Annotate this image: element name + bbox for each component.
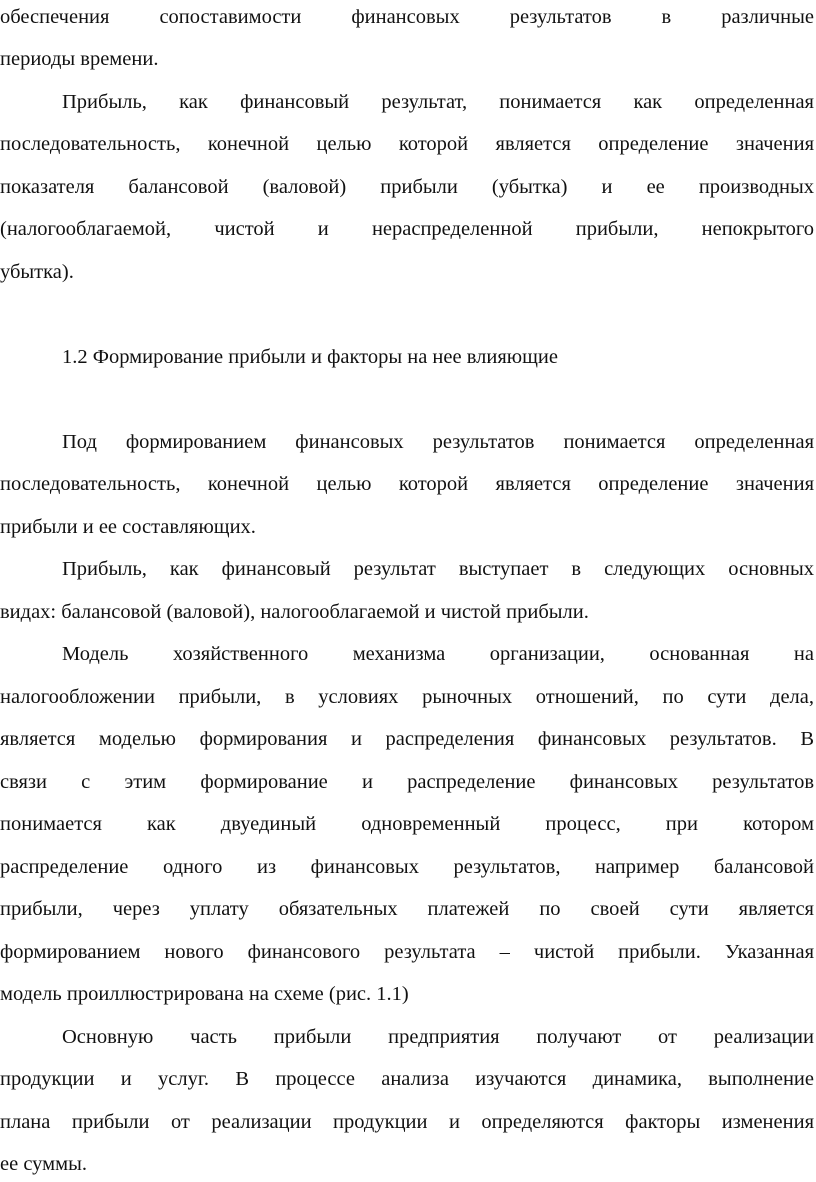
text-line: (налогооблагаемой, чистой и нераспределенной прибыли, непокрытого: [0, 218, 814, 240]
text-line: обеспечения сопоставимости финансовых результатов в различные: [0, 6, 814, 28]
text-line: распределение одного из финансовых результатов, например балансовой: [0, 856, 814, 878]
text-line: модель проиллюстрирована на схеме (рис. 1.1): [0, 983, 409, 1005]
text-line: является моделью формирования и распределения финансовых результатов. В: [0, 728, 814, 750]
text-line: ее суммы.: [0, 1153, 87, 1175]
text-line: прибыли и ее составляющих.: [0, 516, 256, 538]
text-line: показателя балансовой (валовой) прибыли (убытка) и ее производных: [0, 176, 814, 198]
text-line: формированием нового финансового результата – чистой прибыли. Указанная: [0, 941, 814, 963]
paragraph-first-line: Прибыль, как финансовый результат выступает в следующих основных: [62, 558, 814, 580]
paragraph-first-line: Под формированием финансовых результатов понимается определенная: [62, 431, 814, 453]
paragraph-first-line: Прибыль, как финансовый результат, понимается как определенная: [62, 91, 814, 113]
text-line: плана прибыли от реализации продукции и определяются факторы изменения: [0, 1111, 814, 1133]
text-line: продукции и услуг. В процессе анализа изучаются динамика, выполнение: [0, 1068, 814, 1090]
text-line: убытка).: [0, 261, 74, 283]
text-line: прибыли, через уплату обязательных платежей по своей сути является: [0, 898, 814, 920]
text-line: налогообложении прибыли, в условиях рыночных отношений, по сути дела,: [0, 686, 814, 708]
text-line: периоды времени.: [0, 48, 159, 70]
text-line: понимается как двуединый одновременный процесс, при котором: [0, 813, 814, 835]
text-line: последовательность, конечной целью которой является определение значения: [0, 473, 814, 495]
text-line: видах: балансовой (валовой), налогооблагаемой и чистой прибыли.: [0, 601, 589, 623]
text-line: связи с этим формирование и распределение финансовых результатов: [0, 771, 814, 793]
text-line: последовательность, конечной целью которой является определение значения: [0, 133, 814, 155]
paragraph-first-line: Основную часть прибыли предприятия получают от реализации: [62, 1026, 814, 1048]
section-heading: 1.2 Формирование прибыли и факторы на нее влияющие: [62, 346, 558, 368]
paragraph-first-line: Модель хозяйственного механизма организации, основанная на: [62, 643, 814, 665]
